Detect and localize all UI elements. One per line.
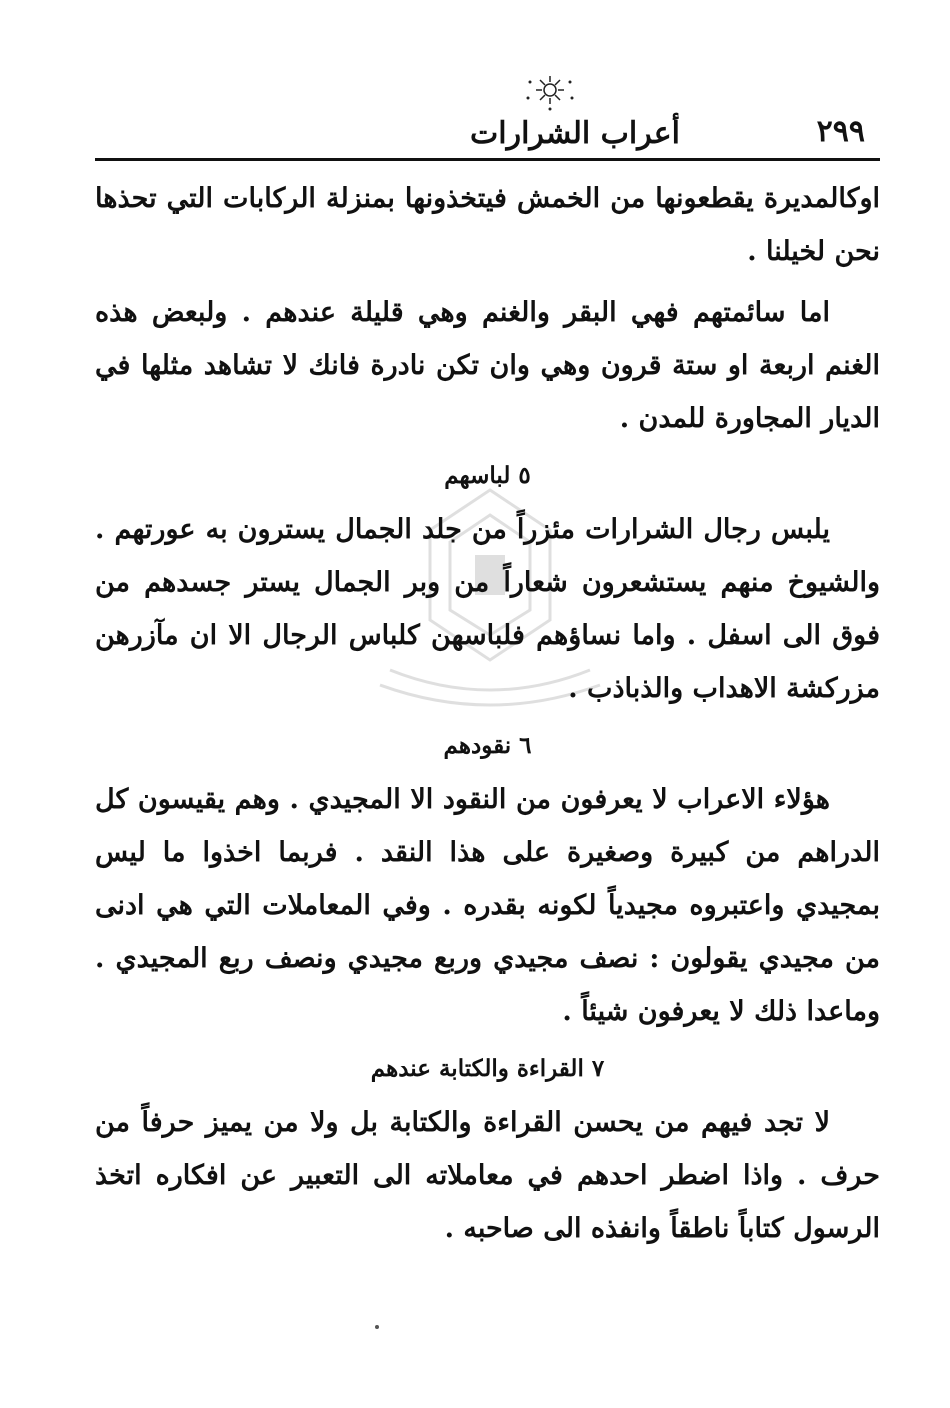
header-ornament [520,72,580,112]
header-rule [95,158,880,161]
section-heading-money: ٦ نقودهم [443,732,532,759]
paragraph-literacy: لا تجد فيهم من يحسن القراءة والكتابة بل ولا من يميز حرفاً من حرف . واذا اضطر احدهم في معاملاته الى التعبير عن افكاره اتخذ الرسول كتاباً ناطقاً وانفذه الى صاحبه . [95,1107,880,1244]
paragraph-livestock: اما سائمتهم فهي البقر والغنم وهي قليلة عندهم . ولبعض هذه الغنم اربعة او ستة قرون وهي وان تكن نادرة فانك لا تشاهد مثلها في الديار المجاورة للمدن . [95,297,880,434]
paragraph-clothing: يلبس رجال الشرارات مئزراً من جلد الجمال يسترون به عورتهم . والشيوخ منهم يستشعرون شعاراً من وبر الجمال يستر جسدهم من فوق الى اسفل . واما نساؤهم فلباسهن كلباس الرجال الا ان مآزرهن مزركشة الاهداب والذباذب . [95,514,880,704]
section-heading-clothing: ٥ لباسهم [444,462,531,489]
paragraph-stirrups: اوكالمديرة يقطعونها من الخمش فيتخذونها بمنزلة الركابات التي تحذها نحن لخيلنا . [95,183,880,267]
paragraph-money: هؤلاء الاعراب لا يعرفون من النقود الا المجيدي . وهم يقيسون كل الدراهم من كبيرة وصغيرة على هذا النقد . فربما اخذوا ما ليس بمجيدي واعتبروه مجيدياً لكونه بقدره . وفي المعاملات التي هي ادنى من مجيدي يقولون : نصف مجيدي وربع مجيدي ونصف ربع المجيدي . وماعدا ذلك لا يعرفون شيئاً . [95,784,880,1027]
page-number: ٢٩٩ [816,114,865,149]
running-title: أعراب الشرارات [470,116,680,151]
page-header [95,108,880,158]
page-body [95,172,880,1263]
section-heading-literacy: ٧ القراءة والكتابة عندهم [370,1055,605,1082]
print-speck [375,1325,379,1329]
